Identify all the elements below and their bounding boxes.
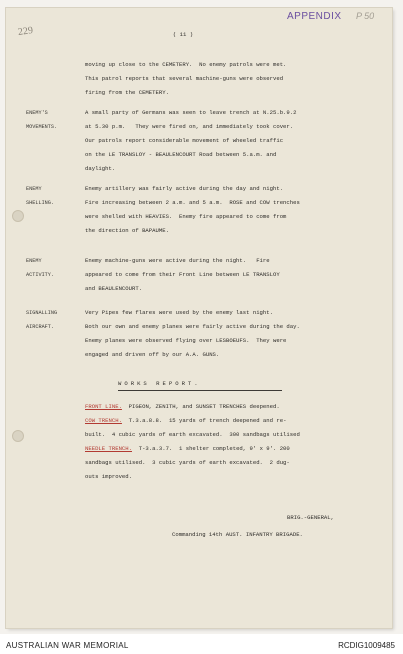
works-text: sandbags utilised. 3 cubic yards of earth excavated. 2 dug-: [85, 459, 290, 466]
report-line: Enemy artillery was fairly active during the day and night.: [85, 185, 284, 192]
works-report-heading: WORKS REPORT.: [118, 380, 201, 387]
works-location: NEEDLE TRENCH.: [85, 445, 132, 452]
report-line: A small party of Germans was seen to leave trench at N.25.b.9.2: [85, 109, 297, 116]
margin-label: MOVEMENTS.: [26, 124, 58, 130]
margin-label: ACTIVITY.: [26, 272, 55, 278]
pencil-annotation: P 50: [356, 11, 375, 21]
margin-label: SHELLING.: [26, 200, 55, 206]
works-line: [85, 402, 280, 412]
punch-hole: [12, 210, 24, 222]
works-location: COW TRENCH.: [85, 417, 122, 424]
report-line: appeared to come from their Front Line between LE TRANSLOY: [85, 271, 280, 278]
margin-label: AIRCRAFT.: [26, 324, 55, 330]
works-text: PIGEON, ZENITH, and SUNSET TRENCHES deepened.: [128, 403, 280, 410]
punch-hole: [12, 430, 24, 442]
margin-label: SIGNALLING: [26, 310, 58, 316]
report-line: the direction of BAPAUME.: [85, 227, 169, 234]
signature-rank: BRIG.-GENERAL,: [287, 514, 334, 521]
works-text: T.3.a.8.8. 15 yards of trench deepened and re-: [128, 417, 287, 424]
works-line: [85, 458, 290, 468]
report-line: on the LE TRANSLOY - BEAULENCOURT Road between 5.a.m. and: [85, 151, 277, 158]
works-location: FRONT LINE.: [85, 403, 122, 410]
report-line: at 5.30 p.m. They were fired on, and immediately took cover.: [85, 123, 294, 130]
works-report-underline: [118, 390, 282, 391]
report-line: and BEAULENCOURT.: [85, 285, 143, 292]
works-line: [85, 430, 300, 440]
footer-institution: AUSTRALIAN WAR MEMORIAL: [6, 641, 129, 650]
works-line: [85, 416, 286, 426]
report-line: Very Pipes few flares were used by the enemy last night.: [85, 309, 273, 316]
report-line: daylight.: [85, 165, 116, 172]
footer-record-id: RCDIG1009485: [338, 641, 395, 650]
folio-stamp: 229: [17, 25, 34, 38]
signature-command: Commanding 14th AUST. INFANTRY BRIGADE.: [172, 531, 303, 538]
report-line: engaged and driven off by our A.A. GUNS.: [85, 351, 220, 358]
report-line: were shelled with HEAVIES. Enemy fire appeared to come from: [85, 213, 287, 220]
appendix-heading: APPENDIX: [287, 11, 342, 22]
page-number: ( 11 ): [172, 31, 194, 38]
works-line: [85, 444, 290, 454]
report-line: Fire increasing between 2 a.m. and 5 a.m. ROSE and COW trenches: [85, 199, 300, 206]
report-line: Our patrols report considerable movement of wheeled traffic: [85, 137, 284, 144]
report-line: Enemy planes were observed flying over LESBOEUFS. They were: [85, 337, 287, 344]
margin-label: ENEMY'S: [26, 110, 48, 116]
margin-label: ENEMY: [26, 186, 42, 192]
margin-label: ENEMY: [26, 258, 42, 264]
works-text: T-3.a.3.7. 1 shelter completed, 9' x 9'. 200: [138, 445, 290, 452]
report-line: Enemy machine-guns were active during the night. Fire: [85, 257, 270, 264]
works-line: [85, 472, 132, 482]
report-line: moving up close to the CEMETERY. No enemy patrols were met.: [85, 61, 287, 68]
report-line: This patrol reports that several machine-guns were observed: [85, 75, 284, 82]
works-text: built. 4 cubic yards of earth excavated. 300 sandbags utilised: [85, 431, 300, 438]
works-text: outs improved.: [85, 473, 132, 480]
report-line: firing from the CEMETERY.: [85, 89, 169, 96]
report-line: Both our own and enemy planes were fairly active during the day.: [85, 323, 300, 330]
